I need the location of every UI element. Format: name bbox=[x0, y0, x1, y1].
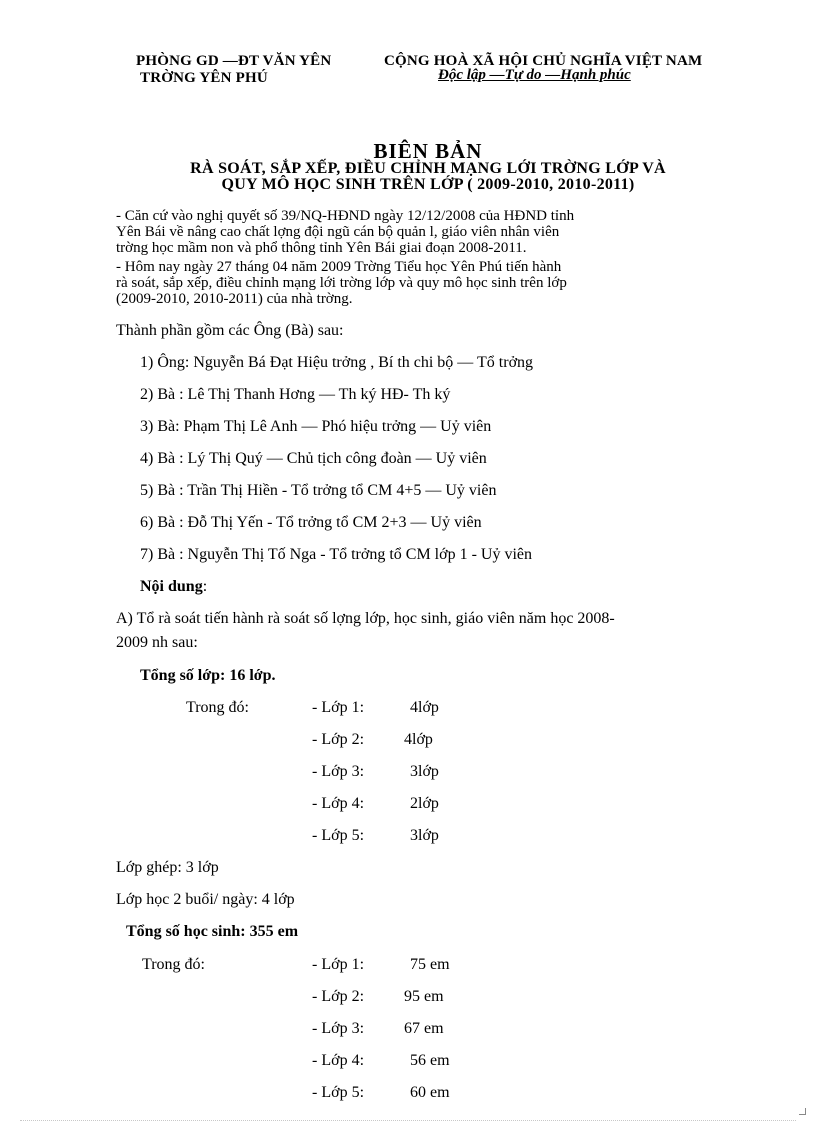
student-grade: - Lớp 4: bbox=[312, 1052, 365, 1069]
member-item: 1) Ông: Nguyễn Bá Đạt Hiệu trởng , Bí th chi bộ — Tổ trởng bbox=[140, 354, 534, 371]
student-count: 67 em bbox=[404, 1020, 444, 1037]
national-title: CỘNG HOÀ XÃ HỘI CHỦ NGHĨA VIỆT NAM bbox=[384, 53, 703, 69]
combined-classes: Lớp ghép: 3 lớp bbox=[116, 859, 219, 876]
member-item: 7) Bà : Nguyễn Thị Tố Nga - Tổ trởng tổ CM lớp 1 - Uỷ viên bbox=[140, 546, 532, 563]
student-count: 75 em bbox=[410, 956, 450, 973]
school-name: TRỜNG YÊN PHÚ bbox=[140, 70, 268, 86]
student-count: 60 em bbox=[410, 1084, 450, 1101]
intro-line: Yên Bái về nâng cao chất lợng đội ngũ cán bộ quản l, giáo viên nhân viên bbox=[116, 224, 560, 240]
class-grade: - Lớp 2: bbox=[312, 731, 365, 748]
students-breakdown-label: Trong đó: bbox=[142, 956, 205, 973]
total-classes: Tổng số lớp: 16 lớp. bbox=[140, 667, 276, 684]
member-item: 3) Bà: Phạm Thị Lê Anh — Phó hiệu trởng — Uỷ viên bbox=[140, 418, 492, 435]
student-grade: - Lớp 3: bbox=[312, 1020, 365, 1037]
class-grade: - Lớp 4: bbox=[312, 795, 365, 812]
page-bottom-divider bbox=[20, 1120, 796, 1121]
classes-breakdown-label: Trong đó: bbox=[186, 699, 249, 716]
student-count: 56 em bbox=[410, 1052, 450, 1069]
intro-line: - Căn cứ vào nghị quyết số 39/NQ-HĐND ngày 12/12/2008 của HĐND tỉnh bbox=[116, 208, 575, 224]
intro-line: - Hôm nay ngày 27 tháng 04 năm 2009 Trờng Tiểu học Yên Phú tiến hành bbox=[116, 259, 562, 275]
document-title: BIÊN BẢN bbox=[373, 139, 483, 163]
page-corner-mark bbox=[799, 1108, 806, 1115]
student-grade: - Lớp 5: bbox=[312, 1084, 365, 1101]
section-a-line: 2009 nh sau: bbox=[116, 634, 198, 651]
member-item: 5) Bà : Trần Thị Hiền - Tổ trởng tổ CM 4+5 — Uỷ viên bbox=[140, 482, 497, 499]
class-grade: - Lớp 3: bbox=[312, 763, 365, 780]
intro-line: rà soát, sắp xếp, điều chỉnh mạng lới trờng lớp và quy mô học sinh trên lớp bbox=[116, 275, 567, 291]
content-label: Nội dung bbox=[140, 578, 203, 595]
two-session-classes: Lớp học 2 buổi/ ngày: 4 lớp bbox=[116, 891, 295, 908]
national-motto: Độc lập —Tự do —Hạnh phúc bbox=[438, 67, 631, 83]
member-item: 4) Bà : Lý Thị Quý — Chủ tịch công đoàn — Uỷ viên bbox=[140, 450, 487, 467]
class-count: 3lớp bbox=[410, 827, 439, 844]
member-item: 6) Bà : Đỗ Thị Yến - Tổ trởng tổ CM 2+3 — Uỷ viên bbox=[140, 514, 482, 531]
student-count: 95 em bbox=[404, 988, 444, 1005]
class-count: 4lớp bbox=[404, 731, 433, 748]
document-subtitle-line2: QUY MÔ HỌC SINH TRÊN LỚP ( 2009-2010, 2010-2011) bbox=[221, 176, 635, 193]
intro-line: trờng học mầm non và phổ thông tỉnh Yên Bái giai đoạn 2008-2011. bbox=[116, 240, 527, 256]
content-heading bbox=[140, 578, 207, 596]
class-count: 2lớp bbox=[410, 795, 439, 812]
content-colon: : bbox=[202, 578, 208, 595]
intro-line: (2009-2010, 2010-2011) của nhà trờng. bbox=[116, 291, 353, 307]
department-name: PHÒNG GD —ĐT VĂN YÊN bbox=[136, 53, 332, 69]
member-item: 2) Bà : Lê Thị Thanh Hơng — Th ký HĐ- Th ký bbox=[140, 386, 451, 403]
class-count: 4lớp bbox=[410, 699, 439, 716]
class-grade: - Lớp 5: bbox=[312, 827, 365, 844]
document-subtitle-line1: RÀ SOÁT, SẮP XẾP, ĐIỀU CHỈNH MẠNG LỚI TRỜNG LỚP VÀ bbox=[190, 160, 666, 177]
composition-label: Thành phần gồm các Ông (Bà) sau: bbox=[116, 322, 344, 339]
student-grade: - Lớp 1: bbox=[312, 956, 365, 973]
total-students: Tổng số học sinh: 355 em bbox=[126, 923, 299, 940]
class-grade: - Lớp 1: bbox=[312, 699, 365, 716]
class-count: 3lớp bbox=[410, 763, 439, 780]
student-grade: - Lớp 2: bbox=[312, 988, 365, 1005]
section-a-line: A) Tổ rà soát tiến hành rà soát số lợng lớp, học sinh, giáo viên năm học 2008- bbox=[116, 610, 615, 627]
